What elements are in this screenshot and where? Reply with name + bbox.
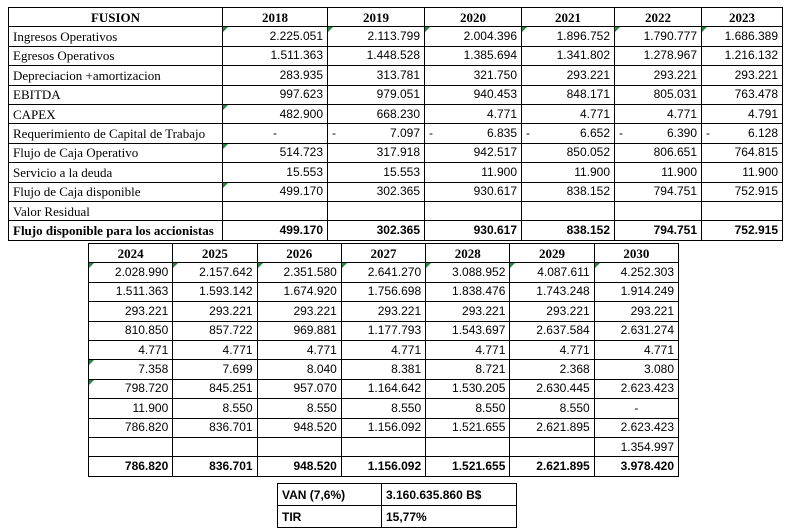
cell: 752.915 [702, 182, 783, 201]
cell: 1.278.967 [615, 46, 702, 65]
cell: 1.896.752 [522, 27, 615, 46]
cell: 11.900 [522, 163, 615, 182]
cell: 4.771 [425, 104, 522, 123]
cell: 2.623.423 [594, 379, 678, 398]
row-label: Ingresos Operativos [9, 27, 223, 46]
summary-table [277, 483, 517, 528]
year-header: 2028 [426, 244, 510, 263]
cell: 1.341.802 [522, 46, 615, 65]
cell: 1.164.642 [341, 379, 425, 398]
cell: 1.354.997 [594, 437, 678, 456]
cell: 11.900 [89, 399, 173, 418]
table-row [89, 282, 679, 301]
table-row [89, 340, 679, 359]
cell: 293.221 [594, 302, 678, 321]
cell: 1.756.698 [341, 282, 425, 301]
cell: 806.651 [615, 143, 702, 162]
row-label: EBITDA [9, 85, 223, 104]
cell-value: 6.390 [666, 126, 697, 141]
tir-row [278, 506, 517, 528]
cell: 2.004.396 [425, 27, 522, 46]
table-row [89, 399, 679, 418]
cell-value: 6.128 [747, 126, 778, 141]
cell: 2.630.445 [510, 379, 594, 398]
cell: 4.771 [341, 340, 425, 359]
cell [702, 124, 783, 143]
cell: 1.521.655 [426, 418, 510, 437]
table-row [9, 143, 783, 162]
cell: 4.771 [510, 340, 594, 359]
year-header: 2029 [510, 244, 594, 263]
cell: 1.511.363 [223, 46, 328, 65]
cell: 2.623.423 [594, 418, 678, 437]
year-header: 2030 [594, 244, 678, 263]
cell: 4.771 [594, 340, 678, 359]
cell: 1.686.389 [702, 27, 783, 46]
cell: 3.978.420 [594, 457, 678, 476]
cell: 1.177.793 [341, 321, 425, 340]
cell: 810.850 [89, 321, 173, 340]
cell: 1.790.777 [615, 27, 702, 46]
cell: 499.170 [223, 221, 328, 240]
table-row [9, 182, 783, 201]
cell: 1.838.476 [426, 282, 510, 301]
cell: 8.550 [341, 399, 425, 418]
cell: 8.550 [510, 399, 594, 418]
cell-value: 7.097 [389, 126, 420, 141]
table-row [89, 437, 679, 456]
cell: 7.699 [173, 360, 257, 379]
cell: 1.543.697 [426, 321, 510, 340]
row-label: Valor Residual [9, 201, 223, 220]
cell: 2.113.799 [328, 27, 425, 46]
cell: 2.157.642 [173, 263, 257, 282]
cell: 948.520 [257, 418, 341, 437]
table-row [9, 66, 783, 85]
year-header: 2019 [328, 8, 425, 27]
cell: 8.040 [257, 360, 341, 379]
cell: 2.621.895 [510, 457, 594, 476]
minus-sign: - [429, 126, 433, 141]
cell: 514.723 [223, 143, 328, 162]
cell: 1.674.920 [257, 282, 341, 301]
row-label: Servicio a la deuda [9, 163, 223, 182]
cell: 3.080 [594, 360, 678, 379]
cell: 997.623 [223, 85, 328, 104]
van-value: 3.160.635.860 B$ [382, 484, 517, 506]
cell: 930.617 [425, 182, 522, 201]
minus-sign: - [332, 126, 336, 141]
cell: 321.750 [425, 66, 522, 85]
table-row [9, 201, 783, 220]
table-row [9, 124, 783, 143]
cell [702, 201, 783, 220]
cell: 979.051 [328, 85, 425, 104]
cell: 4.771 [257, 340, 341, 359]
minus-sign: - [706, 126, 710, 141]
cell: 11.900 [615, 163, 702, 182]
cell: 2.637.584 [510, 321, 594, 340]
cell: 2.351.580 [257, 263, 341, 282]
cell: 4.252.303 [594, 263, 678, 282]
cell [425, 124, 522, 143]
cell-value: 6.652 [579, 126, 610, 141]
cell: 764.815 [702, 143, 783, 162]
minus-sign: - [526, 126, 530, 141]
cell: 752.915 [702, 221, 783, 240]
table-row [89, 263, 679, 282]
cell: 8.550 [173, 399, 257, 418]
cell [425, 201, 522, 220]
van-label: VAN (7,6%) [278, 484, 382, 506]
cell: 293.221 [89, 302, 173, 321]
cell [615, 124, 702, 143]
cell: 948.520 [257, 457, 341, 476]
cell: 1.593.142 [173, 282, 257, 301]
cell [426, 437, 510, 456]
cell: 668.230 [328, 104, 425, 123]
table-row [89, 302, 679, 321]
cell [510, 437, 594, 456]
cell: - [223, 124, 328, 143]
cell: 1.511.363 [89, 282, 173, 301]
cell: 930.617 [425, 221, 522, 240]
cell: 283.935 [223, 66, 328, 85]
cell: 850.052 [522, 143, 615, 162]
cell: 1.914.249 [594, 282, 678, 301]
year-header: 2018 [223, 8, 328, 27]
cell [173, 437, 257, 456]
cell [341, 437, 425, 456]
cell: 293.221 [341, 302, 425, 321]
cell: 794.751 [615, 182, 702, 201]
cell [328, 201, 425, 220]
corner-header: FUSION [9, 8, 223, 27]
cell: 15.553 [223, 163, 328, 182]
cell: 4.771 [426, 340, 510, 359]
row-label: Egresos Operativos [9, 46, 223, 65]
cell: 838.152 [522, 182, 615, 201]
cell: 940.453 [425, 85, 522, 104]
cell: 7.358 [89, 360, 173, 379]
cell: 969.881 [257, 321, 341, 340]
year-header: 2027 [341, 244, 425, 263]
cell: 848.171 [522, 85, 615, 104]
tir-value: 15,77% [382, 506, 517, 528]
cell [615, 201, 702, 220]
year-header: 2024 [89, 244, 173, 263]
table-row [89, 360, 679, 379]
year-header: 2021 [522, 8, 615, 27]
table-row [89, 379, 679, 398]
cell: 293.221 [702, 66, 783, 85]
table-row [89, 321, 679, 340]
cash-flow-table-2018-2023 [8, 7, 783, 241]
cell: 786.820 [89, 457, 173, 476]
cell: 1.385.694 [425, 46, 522, 65]
cell: 836.701 [173, 418, 257, 437]
cell: 317.918 [328, 143, 425, 162]
cell [522, 124, 615, 143]
cell: 2.621.895 [510, 418, 594, 437]
cell: 838.152 [522, 221, 615, 240]
cell: 845.251 [173, 379, 257, 398]
van-row [278, 484, 517, 506]
cell: 786.820 [89, 418, 173, 437]
cell: 11.900 [425, 163, 522, 182]
cell: 8.550 [426, 399, 510, 418]
cell [522, 201, 615, 220]
cell: 836.701 [173, 457, 257, 476]
table-row [9, 85, 783, 104]
cell: 11.900 [702, 163, 783, 182]
cell: - [594, 399, 678, 418]
table-row [9, 27, 783, 46]
cell: 1.448.528 [328, 46, 425, 65]
cell: 1.743.248 [510, 282, 594, 301]
year-header: 2020 [425, 8, 522, 27]
cell: 2.368 [510, 360, 594, 379]
table-row [89, 418, 679, 437]
cell: 293.221 [173, 302, 257, 321]
cell: 2.641.270 [341, 263, 425, 282]
cell: 942.517 [425, 143, 522, 162]
row-label: Flujo de Caja Operativo [9, 143, 223, 162]
cell: 482.900 [223, 104, 328, 123]
cell: 763.478 [702, 85, 783, 104]
cell: 4.087.611 [510, 263, 594, 282]
table-row [9, 46, 783, 65]
cell: 302.365 [328, 182, 425, 201]
cell: 1.216.132 [702, 46, 783, 65]
cell: 2.225.051 [223, 27, 328, 46]
cell [89, 437, 173, 456]
cell: 798.720 [89, 379, 173, 398]
row-label: Flujo disponible para los accionistas [9, 221, 223, 240]
row-label: Depreciacion +amortizacion [9, 66, 223, 85]
cell: 1.156.092 [341, 418, 425, 437]
cash-flow-table-2024-2030 [88, 243, 679, 477]
cell: 293.221 [510, 302, 594, 321]
header-row [9, 8, 783, 27]
cell: 8.550 [257, 399, 341, 418]
cell: 4.771 [173, 340, 257, 359]
tir-label: TIR [278, 506, 382, 528]
row-label: CAPEX [9, 104, 223, 123]
cell: 805.031 [615, 85, 702, 104]
cell: 293.221 [522, 66, 615, 85]
cell: 8.381 [341, 360, 425, 379]
cell: 313.781 [328, 66, 425, 85]
cell: 499.170 [223, 182, 328, 201]
cell: 15.553 [328, 163, 425, 182]
cell [257, 437, 341, 456]
cell-value: 6.835 [486, 126, 517, 141]
cell: 1.156.092 [341, 457, 425, 476]
cell: 293.221 [257, 302, 341, 321]
table-row-total [9, 221, 783, 240]
year-header: 2026 [257, 244, 341, 263]
year-header: 2025 [173, 244, 257, 263]
cell: 3.088.952 [426, 263, 510, 282]
header-row [89, 244, 679, 263]
table-row-total [89, 457, 679, 476]
cell: 957.070 [257, 379, 341, 398]
row-label: Flujo de Caja disponible [9, 182, 223, 201]
cell: 293.221 [426, 302, 510, 321]
cell: 302.365 [328, 221, 425, 240]
row-label: Requerimiento de Capital de Trabajo [9, 124, 223, 143]
minus-sign: - [619, 126, 623, 141]
cell: 1.530.205 [426, 379, 510, 398]
year-header: 2023 [702, 8, 783, 27]
cell: 794.751 [615, 221, 702, 240]
cell: 293.221 [615, 66, 702, 85]
cell [328, 124, 425, 143]
cell: 2.028.990 [89, 263, 173, 282]
cell: 4.771 [89, 340, 173, 359]
table-row [9, 163, 783, 182]
cell [223, 201, 328, 220]
cell: 8.721 [426, 360, 510, 379]
year-header: 2022 [615, 8, 702, 27]
cell: 4.771 [522, 104, 615, 123]
cell: 4.791 [702, 104, 783, 123]
cell: 2.631.274 [594, 321, 678, 340]
cell: 1.521.655 [426, 457, 510, 476]
cell: 4.771 [615, 104, 702, 123]
cell: 857.722 [173, 321, 257, 340]
table-row [9, 104, 783, 123]
